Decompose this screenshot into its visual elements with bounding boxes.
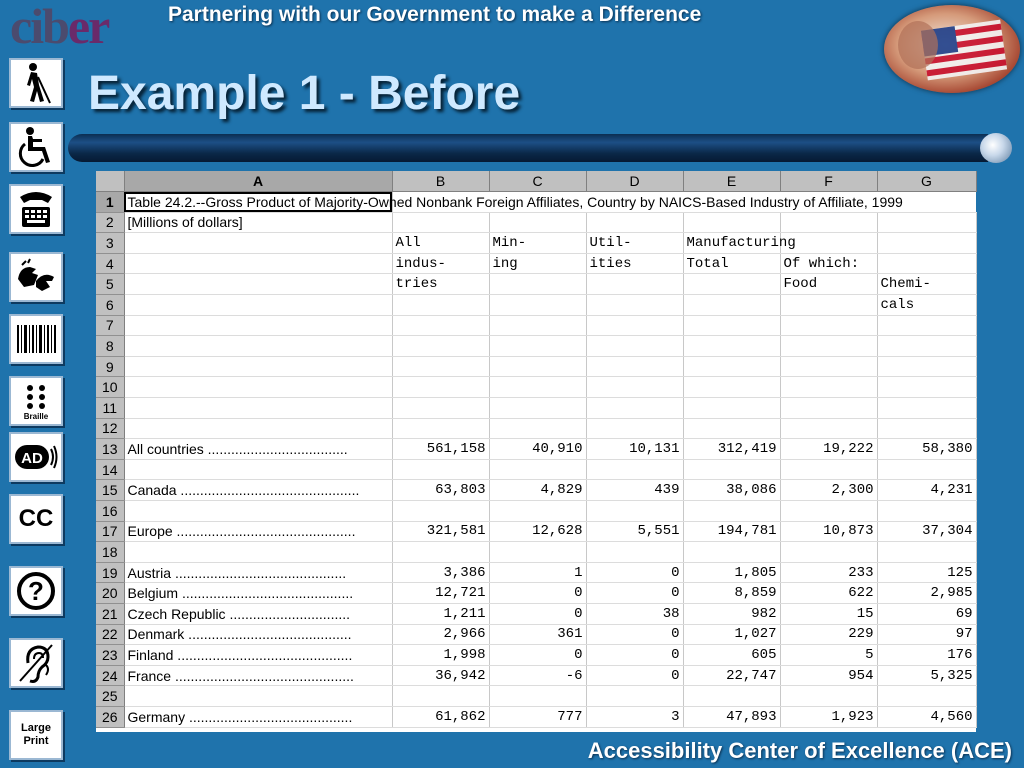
- cell-label[interactable]: [124, 336, 392, 357]
- cell-value[interactable]: 3: [586, 706, 683, 727]
- cell-label[interactable]: France ..............................................: [124, 665, 392, 686]
- cell-label[interactable]: [124, 459, 392, 480]
- cell-value[interactable]: [877, 253, 976, 274]
- cell-value[interactable]: 97: [877, 624, 976, 645]
- row-header[interactable]: 25: [96, 686, 124, 707]
- cell-value[interactable]: 1,923: [780, 706, 877, 727]
- cell-value[interactable]: [683, 212, 780, 233]
- cell-value[interactable]: 69: [877, 603, 976, 624]
- cell-value[interactable]: Chemi-: [877, 274, 976, 295]
- cell-value[interactable]: [586, 315, 683, 336]
- cell-value[interactable]: 0: [586, 562, 683, 583]
- cell-value[interactable]: 2,300: [780, 480, 877, 501]
- cell-value[interactable]: [489, 542, 586, 563]
- cell-value[interactable]: 0: [489, 603, 586, 624]
- cell-label[interactable]: [124, 315, 392, 336]
- cell-value[interactable]: [392, 377, 489, 398]
- cell-value[interactable]: [780, 398, 877, 419]
- cell-value[interactable]: [780, 336, 877, 357]
- cell-label[interactable]: [124, 686, 392, 707]
- row-header[interactable]: 1: [96, 192, 124, 213]
- table-row: [96, 686, 976, 707]
- cell-value[interactable]: 0: [489, 583, 586, 604]
- cell-value[interactable]: 233: [780, 562, 877, 583]
- cell-value[interactable]: 36,942: [392, 665, 489, 686]
- spreadsheet[interactable]: [96, 171, 976, 732]
- cell-label[interactable]: Denmark ..........................................: [124, 624, 392, 645]
- cell-value[interactable]: [683, 356, 780, 377]
- table-row: [96, 356, 976, 377]
- divider-knob: [980, 133, 1012, 163]
- cell-label[interactable]: [124, 295, 392, 316]
- svg-text:AD: AD: [21, 450, 43, 467]
- braille-icon[interactable]: Braille: [9, 376, 63, 426]
- tagline: Partnering with our Government to make a Difference: [168, 3, 702, 26]
- cell-label[interactable]: [124, 542, 392, 563]
- svg-text:?: ?: [28, 576, 44, 606]
- cell-label[interactable]: [124, 398, 392, 419]
- table-row: [96, 212, 976, 233]
- cell-value[interactable]: tries: [392, 274, 489, 295]
- cell-value[interactable]: [489, 336, 586, 357]
- row-header[interactable]: 2: [96, 212, 124, 233]
- cell-value[interactable]: 10,131: [586, 439, 683, 460]
- cell-value[interactable]: [683, 336, 780, 357]
- cell-value[interactable]: 4,829: [489, 480, 586, 501]
- row-header[interactable]: 18: [96, 542, 124, 563]
- cell-value[interactable]: [489, 295, 586, 316]
- table-row: [96, 665, 976, 686]
- table-row: [96, 315, 976, 336]
- cell-value[interactable]: [489, 274, 586, 295]
- cell-value[interactable]: [586, 459, 683, 480]
- column-header[interactable]: B: [392, 171, 489, 192]
- cell-value[interactable]: [586, 212, 683, 233]
- cell-value[interactable]: 2,966: [392, 624, 489, 645]
- cell-label[interactable]: [124, 356, 392, 377]
- cell-value[interactable]: 1: [489, 562, 586, 583]
- cell-value[interactable]: [489, 377, 586, 398]
- footer-text: Accessibility Center of Excellence (ACE): [587, 738, 1012, 763]
- cell-value[interactable]: 2,985: [877, 583, 976, 604]
- cell-value[interactable]: 125: [877, 562, 976, 583]
- cell-value[interactable]: [489, 315, 586, 336]
- cell-value[interactable]: 605: [683, 645, 780, 666]
- cell-value[interactable]: [392, 459, 489, 480]
- row-header[interactable]: 16: [96, 501, 124, 522]
- cell-value[interactable]: [780, 686, 877, 707]
- cell-value[interactable]: [683, 274, 780, 295]
- cell-value[interactable]: 12,628: [489, 521, 586, 542]
- cell-label[interactable]: Canada ..............................................: [124, 480, 392, 501]
- slide-title: Example 1 - Before: [88, 67, 521, 120]
- cell-value[interactable]: [780, 295, 877, 316]
- cell-value[interactable]: [392, 542, 489, 563]
- cell-value[interactable]: [780, 542, 877, 563]
- cell-value[interactable]: 982: [683, 603, 780, 624]
- cell-label[interactable]: All countries ....................................: [124, 439, 392, 460]
- table-row: [96, 706, 976, 727]
- sign-language-icon[interactable]: [9, 252, 63, 302]
- cell-value[interactable]: [877, 336, 976, 357]
- cell-value[interactable]: 0: [586, 583, 683, 604]
- cell-value[interactable]: [392, 295, 489, 316]
- cell-value[interactable]: 561,158: [392, 439, 489, 460]
- cell-value[interactable]: [780, 212, 877, 233]
- row-header[interactable]: 17: [96, 521, 124, 542]
- cell-value[interactable]: 176: [877, 645, 976, 666]
- cell-value[interactable]: [586, 418, 683, 439]
- table-row: [96, 233, 976, 254]
- cell-value[interactable]: [683, 501, 780, 522]
- cell-value[interactable]: 22,747: [683, 665, 780, 686]
- cell-value[interactable]: [392, 336, 489, 357]
- cell-value[interactable]: -6: [489, 665, 586, 686]
- cell-label[interactable]: [124, 501, 392, 522]
- cell-value[interactable]: All: [392, 233, 489, 254]
- row-header[interactable]: 3: [96, 233, 124, 254]
- cell-value[interactable]: [683, 295, 780, 316]
- cell-value[interactable]: Of which:: [780, 253, 877, 274]
- cell-value[interactable]: 0: [586, 645, 683, 666]
- cell-value[interactable]: [877, 459, 976, 480]
- cell-value[interactable]: 0: [586, 624, 683, 645]
- cell-value[interactable]: Min-: [489, 233, 586, 254]
- cell-value[interactable]: [489, 398, 586, 419]
- cell-value[interactable]: 37,304: [877, 521, 976, 542]
- cell-value[interactable]: Food: [780, 274, 877, 295]
- row-header[interactable]: 5: [96, 274, 124, 295]
- cell-value[interactable]: [586, 398, 683, 419]
- cell-value[interactable]: 4,231: [877, 480, 976, 501]
- cell-value[interactable]: [780, 377, 877, 398]
- cell-value[interactable]: 361: [489, 624, 586, 645]
- cell-value[interactable]: [683, 315, 780, 336]
- cell-value[interactable]: 0: [586, 665, 683, 686]
- cell-label[interactable]: [124, 418, 392, 439]
- cell-value[interactable]: 321,581: [392, 521, 489, 542]
- cell-value[interactable]: [392, 212, 489, 233]
- cell-value[interactable]: 10,873: [780, 521, 877, 542]
- table-row: [96, 583, 976, 604]
- table-row: [96, 253, 976, 274]
- cell-value[interactable]: 1,998: [392, 645, 489, 666]
- cell-value[interactable]: 61,862: [392, 706, 489, 727]
- tty-icon[interactable]: [9, 184, 63, 234]
- cell-value[interactable]: 5,551: [586, 521, 683, 542]
- row-header[interactable]: 4: [96, 253, 124, 274]
- cell-label[interactable]: Europe ..............................................: [124, 521, 392, 542]
- wheelchair-icon[interactable]: [9, 122, 63, 172]
- row-header[interactable]: 24: [96, 665, 124, 686]
- cell-value[interactable]: 5: [780, 645, 877, 666]
- cell-value[interactable]: [489, 459, 586, 480]
- cell-value[interactable]: [877, 398, 976, 419]
- column-header[interactable]: E: [683, 171, 780, 192]
- cell-value[interactable]: 1,027: [683, 624, 780, 645]
- cell-value[interactable]: cals: [877, 295, 976, 316]
- table-row: [96, 459, 976, 480]
- cell-label[interactable]: Finland .............................................: [124, 645, 392, 666]
- cell-value[interactable]: Util-: [586, 233, 683, 254]
- cell-label[interactable]: Table 24.2.--Gross Product of Majority-Owned Nonbank Foreign Affiliates, Country by NAICS-Based Industry of Affiliate, 1999: [124, 192, 392, 213]
- cell-value[interactable]: [392, 398, 489, 419]
- cell-value[interactable]: [392, 315, 489, 336]
- column-header[interactable]: C: [489, 171, 586, 192]
- cell-value[interactable]: [877, 212, 976, 233]
- cell-value[interactable]: 439: [586, 480, 683, 501]
- cell-value[interactable]: [780, 459, 877, 480]
- cell-value[interactable]: 5,325: [877, 665, 976, 686]
- cell-value[interactable]: [780, 501, 877, 522]
- cell-label[interactable]: [124, 274, 392, 295]
- row-header[interactable]: 21: [96, 603, 124, 624]
- table-row: [96, 398, 976, 419]
- cell-label[interactable]: Germany ..........................................: [124, 706, 392, 727]
- cell-value[interactable]: 229: [780, 624, 877, 645]
- cell-value[interactable]: ing: [489, 253, 586, 274]
- help-question-icon[interactable]: [9, 566, 63, 616]
- cell-value[interactable]: [683, 542, 780, 563]
- table-row: [96, 418, 976, 439]
- row-header[interactable]: 22: [96, 624, 124, 645]
- cell-value[interactable]: 622: [780, 583, 877, 604]
- cell-value[interactable]: 4,560: [877, 706, 976, 727]
- cell-label[interactable]: [Millions of dollars]: [124, 212, 392, 233]
- column-header[interactable]: A: [124, 171, 392, 192]
- row-header[interactable]: 8: [96, 336, 124, 357]
- cell-value[interactable]: [489, 418, 586, 439]
- cell-value[interactable]: 1,211: [392, 603, 489, 624]
- spreadsheet-grid: [96, 171, 977, 728]
- cell-label[interactable]: [124, 377, 392, 398]
- cell-value[interactable]: [489, 356, 586, 377]
- row-header[interactable]: 13: [96, 439, 124, 460]
- cell-value[interactable]: 38: [586, 603, 683, 624]
- cell-value[interactable]: [586, 274, 683, 295]
- large-print-icon[interactable]: Large Print: [9, 710, 63, 760]
- cell-value[interactable]: [392, 418, 489, 439]
- row-header[interactable]: 20: [96, 583, 124, 604]
- cell-value[interactable]: [780, 418, 877, 439]
- table-row: [96, 336, 976, 357]
- cell-value[interactable]: ities: [586, 253, 683, 274]
- cell-value[interactable]: [586, 686, 683, 707]
- cell-value[interactable]: [586, 377, 683, 398]
- barcode-icon[interactable]: [9, 314, 63, 364]
- cell-value[interactable]: 312,419: [683, 439, 780, 460]
- cell-label[interactable]: [124, 233, 392, 254]
- table-row: [96, 295, 976, 316]
- cell-value[interactable]: 8,859: [683, 583, 780, 604]
- cell-value[interactable]: 1,805: [683, 562, 780, 583]
- row-header[interactable]: 11: [96, 398, 124, 419]
- column-header-row: [96, 171, 976, 192]
- cell-value[interactable]: [877, 418, 976, 439]
- row-header[interactable]: 14: [96, 459, 124, 480]
- table-row: [96, 603, 976, 624]
- cell-value[interactable]: [877, 356, 976, 377]
- row-header[interactable]: 19: [96, 562, 124, 583]
- table-row: [96, 192, 976, 213]
- blind-walker-icon[interactable]: [9, 58, 63, 108]
- hearing-assist-icon[interactable]: [9, 638, 63, 688]
- closed-caption-icon[interactable]: CC: [9, 494, 63, 544]
- cell-value[interactable]: [586, 295, 683, 316]
- table-row: [96, 624, 976, 645]
- row-header[interactable]: 15: [96, 480, 124, 501]
- cell-value[interactable]: [780, 315, 877, 336]
- select-all-corner[interactable]: [96, 171, 124, 192]
- row-header[interactable]: 6: [96, 295, 124, 316]
- cell-value[interactable]: 58,380: [877, 439, 976, 460]
- cell-value[interactable]: 47,893: [683, 706, 780, 727]
- cell-value[interactable]: [877, 315, 976, 336]
- cell-value[interactable]: 63,803: [392, 480, 489, 501]
- row-header[interactable]: 9: [96, 356, 124, 377]
- table-row: [96, 480, 976, 501]
- cell-value[interactable]: indus-: [392, 253, 489, 274]
- cell-value[interactable]: 0: [489, 645, 586, 666]
- cell-value[interactable]: [683, 398, 780, 419]
- flag-hand-icon: [884, 5, 1020, 93]
- cell-value[interactable]: [392, 686, 489, 707]
- cell-label[interactable]: [124, 253, 392, 274]
- cell-value[interactable]: 12,721: [392, 583, 489, 604]
- column-header[interactable]: G: [877, 171, 976, 192]
- table-row: [96, 562, 976, 583]
- title-divider: [68, 134, 988, 162]
- table-row: [96, 274, 976, 295]
- row-header[interactable]: 26: [96, 706, 124, 727]
- cell-value[interactable]: [877, 686, 976, 707]
- table-row: [96, 645, 976, 666]
- row-header[interactable]: 7: [96, 315, 124, 336]
- cell-value[interactable]: 954: [780, 665, 877, 686]
- cell-value[interactable]: Total: [683, 253, 780, 274]
- column-header[interactable]: D: [586, 171, 683, 192]
- row-header[interactable]: 23: [96, 645, 124, 666]
- cell-value[interactable]: [877, 233, 976, 254]
- cell-value[interactable]: [683, 686, 780, 707]
- cell-value[interactable]: [489, 686, 586, 707]
- row-header[interactable]: 10: [96, 377, 124, 398]
- cell-value[interactable]: 3,386: [392, 562, 489, 583]
- cell-label[interactable]: Belgium ............................................: [124, 583, 392, 604]
- cell-value[interactable]: [683, 418, 780, 439]
- cell-value[interactable]: [683, 459, 780, 480]
- cell-value[interactable]: [586, 356, 683, 377]
- cell-value[interactable]: [392, 356, 489, 377]
- table-row: [96, 377, 976, 398]
- cell-value[interactable]: 194,781: [683, 521, 780, 542]
- cell-value[interactable]: [489, 501, 586, 522]
- row-header[interactable]: 12: [96, 418, 124, 439]
- cell-value[interactable]: [877, 377, 976, 398]
- cell-value[interactable]: 38,086: [683, 480, 780, 501]
- cell-value[interactable]: Manufacturing: [683, 233, 780, 254]
- table-row: [96, 439, 976, 460]
- cell-value[interactable]: [780, 356, 877, 377]
- cell-value[interactable]: 19,222: [780, 439, 877, 460]
- cell-value[interactable]: [489, 212, 586, 233]
- cell-value[interactable]: [586, 336, 683, 357]
- table-row: [96, 521, 976, 542]
- cell-value[interactable]: 777: [489, 706, 586, 727]
- cell-value[interactable]: [392, 501, 489, 522]
- audio-description-icon[interactable]: [9, 432, 63, 482]
- cell-value[interactable]: [877, 542, 976, 563]
- cell-label[interactable]: Czech Republic ...............................: [124, 603, 392, 624]
- cell-value[interactable]: [586, 542, 683, 563]
- table-row: [96, 542, 976, 563]
- cell-value[interactable]: [586, 501, 683, 522]
- cell-label[interactable]: Austria ............................................: [124, 562, 392, 583]
- column-header[interactable]: F: [780, 171, 877, 192]
- table-row: [96, 501, 976, 522]
- cell-value[interactable]: [877, 501, 976, 522]
- cell-value[interactable]: 40,910: [489, 439, 586, 460]
- cell-value[interactable]: [683, 377, 780, 398]
- ciber-logo: ciber: [10, 0, 109, 54]
- cell-value[interactable]: 15: [780, 603, 877, 624]
